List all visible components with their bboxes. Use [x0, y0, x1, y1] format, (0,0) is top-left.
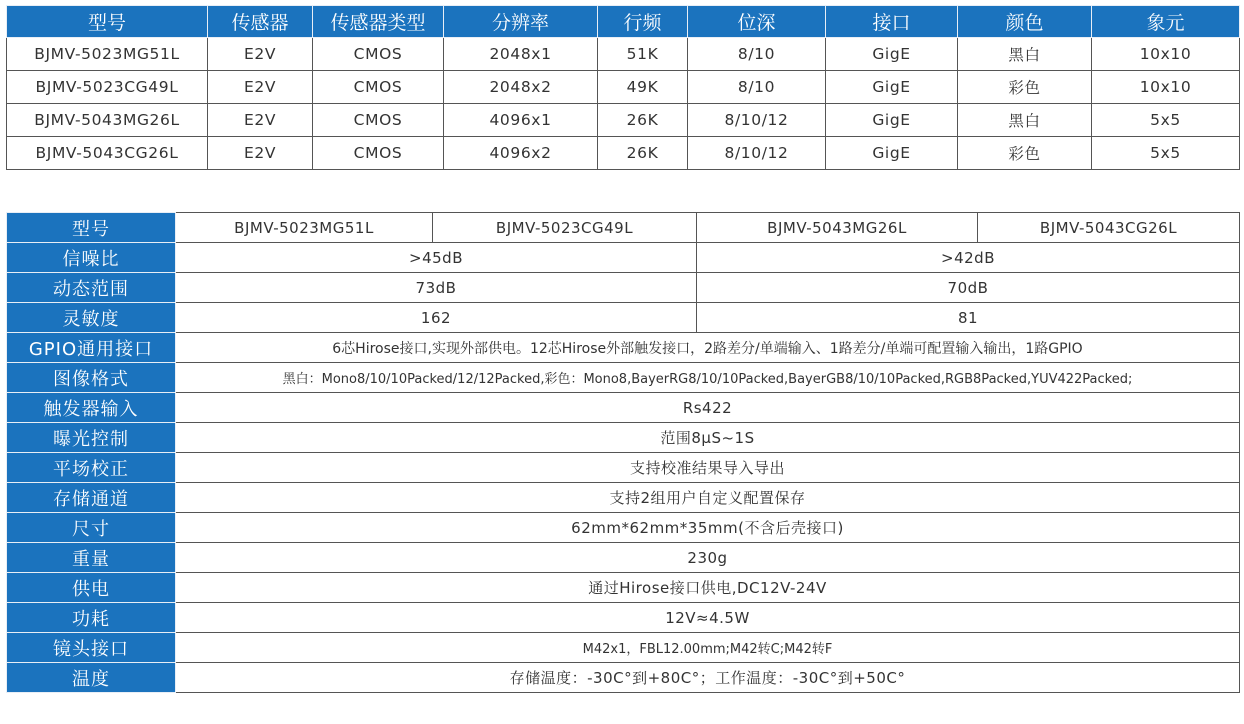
cell-line-rate: 51K [598, 38, 688, 71]
spec-label-weight: 重量 [7, 543, 176, 573]
cell-bit-depth: 8/10/12 [688, 104, 826, 137]
spec-label-consumption: 功耗 [7, 603, 176, 633]
spec-snr-right: >42dB [697, 243, 1240, 273]
cell-sensor: E2V [208, 104, 313, 137]
cell-interface: GigE [826, 104, 958, 137]
cell-interface: GigE [826, 137, 958, 170]
cell-sensor: E2V [208, 71, 313, 104]
header-line-rate: 行频 [598, 6, 688, 38]
spec-row-image-format [7, 363, 1240, 393]
table-row [7, 137, 1240, 170]
spec-label-trigger: 触发器输入 [7, 393, 176, 423]
cell-resolution: 2048x1 [444, 38, 598, 71]
spec-exposure-value: 范围8μS~1S [176, 423, 1240, 453]
spec-model-3: BJMV-5043MG26L [697, 213, 978, 243]
spec-dynamic-range-right: 70dB [697, 273, 1240, 303]
spec-size-value: 62mm*62mm*35mm(不含后壳接口) [176, 513, 1240, 543]
spec-label-lens: 镜头接口 [7, 633, 176, 663]
spec-gpio-value: 6芯Hirose接口,实现外部供电。12芯Hirose外部触发接口，2路差分/单端输入、1路差分/单端可配置输入输出，1路GPIO [176, 333, 1240, 363]
spec-row-dynamic-range [7, 273, 1240, 303]
spec-row-flat-field [7, 453, 1240, 483]
header-model: 型号 [7, 6, 208, 38]
cell-pixel-size: 10x10 [1092, 38, 1240, 71]
cell-sensor-type: CMOS [313, 104, 444, 137]
header-bit-depth: 位深 [688, 6, 826, 38]
cell-color: 黑白 [958, 38, 1092, 71]
cell-sensor: E2V [208, 137, 313, 170]
spec-dynamic-range-left: 73dB [176, 273, 697, 303]
spec-label-dynamic-range: 动态范围 [7, 273, 176, 303]
cell-color: 黑白 [958, 104, 1092, 137]
cell-resolution: 4096x1 [444, 104, 598, 137]
spec-label-exposure: 曝光控制 [7, 423, 176, 453]
cell-pixel-size: 5x5 [1092, 137, 1240, 170]
spec-snr-left: >45dB [176, 243, 697, 273]
spec-sensitivity-left: 162 [176, 303, 697, 333]
spec-temperature-value: 存储温度：-30C°到+80C°；工作温度：-30C°到+50C° [176, 663, 1240, 693]
cell-pixel-size: 10x10 [1092, 71, 1240, 104]
header-interface: 接口 [826, 6, 958, 38]
table-row [7, 71, 1240, 104]
summary-header-row [7, 6, 1240, 38]
cell-model: BJMV-5023MG51L [7, 38, 208, 71]
cell-line-rate: 26K [598, 104, 688, 137]
spec-sensitivity-right: 81 [697, 303, 1240, 333]
spec-storage-value: 支持2组用户自定义配置保存 [176, 483, 1240, 513]
model-summary-table [6, 5, 1240, 170]
spec-label-snr: 信噪比 [7, 243, 176, 273]
cell-interface: GigE [826, 71, 958, 104]
header-resolution: 分辨率 [444, 6, 598, 38]
cell-interface: GigE [826, 38, 958, 71]
cell-bit-depth: 8/10 [688, 71, 826, 104]
spec-model-2: BJMV-5023CG49L [433, 213, 697, 243]
spec-image-format-value: 黑白：Mono8/10/10Packed/12/12Packed,彩色：Mono8,BayerRG8/10/10Packed,BayerGB8/10/10Packed,RGB8Packed,YUV422Packed; [176, 363, 1240, 393]
cell-sensor-type: CMOS [313, 71, 444, 104]
spec-row-sensitivity [7, 303, 1240, 333]
spec-label-flat-field: 平场校正 [7, 453, 176, 483]
spec-trigger-value: Rs422 [176, 393, 1240, 423]
header-sensor: 传感器 [208, 6, 313, 38]
spec-label-model: 型号 [7, 213, 176, 243]
spec-model-4: BJMV-5043CG26L [978, 213, 1240, 243]
spec-row-storage [7, 483, 1240, 513]
spec-detail-table [6, 212, 1240, 693]
cell-resolution: 2048x2 [444, 71, 598, 104]
cell-sensor-type: CMOS [313, 137, 444, 170]
spec-row-size [7, 513, 1240, 543]
spec-row-exposure [7, 423, 1240, 453]
spec-row-temperature [7, 663, 1240, 693]
header-sensor-type: 传感器类型 [313, 6, 444, 38]
cell-line-rate: 26K [598, 137, 688, 170]
spec-row-lens [7, 633, 1240, 663]
spec-model-1: BJMV-5023MG51L [176, 213, 433, 243]
table-row [7, 104, 1240, 137]
spec-flat-field-value: 支持校准结果导入导出 [176, 453, 1240, 483]
spec-row-gpio [7, 333, 1240, 363]
table-row [7, 38, 1240, 71]
spec-lens-value: M42x1，FBL12.00mm;M42转C;M42转F [176, 633, 1240, 663]
spec-row-model [7, 213, 1240, 243]
spec-label-sensitivity: 灵敏度 [7, 303, 176, 333]
spec-weight-value: 230g [176, 543, 1240, 573]
header-color: 颜色 [958, 6, 1092, 38]
spec-row-snr [7, 243, 1240, 273]
cell-resolution: 4096x2 [444, 137, 598, 170]
cell-bit-depth: 8/10/12 [688, 137, 826, 170]
cell-model: BJMV-5023CG49L [7, 71, 208, 104]
cell-bit-depth: 8/10 [688, 38, 826, 71]
spec-row-power [7, 573, 1240, 603]
spec-label-temperature: 温度 [7, 663, 176, 693]
spec-power-value: 通过Hirose接口供电,DC12V-24V [176, 573, 1240, 603]
spec-row-consumption [7, 603, 1240, 633]
cell-model: BJMV-5043MG26L [7, 104, 208, 137]
spec-label-gpio: GPIO通用接口 [7, 333, 176, 363]
spec-row-weight [7, 543, 1240, 573]
header-pixel-size: 象元 [1092, 6, 1240, 38]
cell-pixel-size: 5x5 [1092, 104, 1240, 137]
cell-color: 彩色 [958, 71, 1092, 104]
cell-line-rate: 49K [598, 71, 688, 104]
cell-sensor: E2V [208, 38, 313, 71]
spec-row-trigger [7, 393, 1240, 423]
spec-label-power: 供电 [7, 573, 176, 603]
cell-sensor-type: CMOS [313, 38, 444, 71]
spec-consumption-value: 12V≈4.5W [176, 603, 1240, 633]
cell-color: 彩色 [958, 137, 1092, 170]
cell-model: BJMV-5043CG26L [7, 137, 208, 170]
spec-label-image-format: 图像格式 [7, 363, 176, 393]
spec-label-storage: 存储通道 [7, 483, 176, 513]
spec-label-size: 尺寸 [7, 513, 176, 543]
